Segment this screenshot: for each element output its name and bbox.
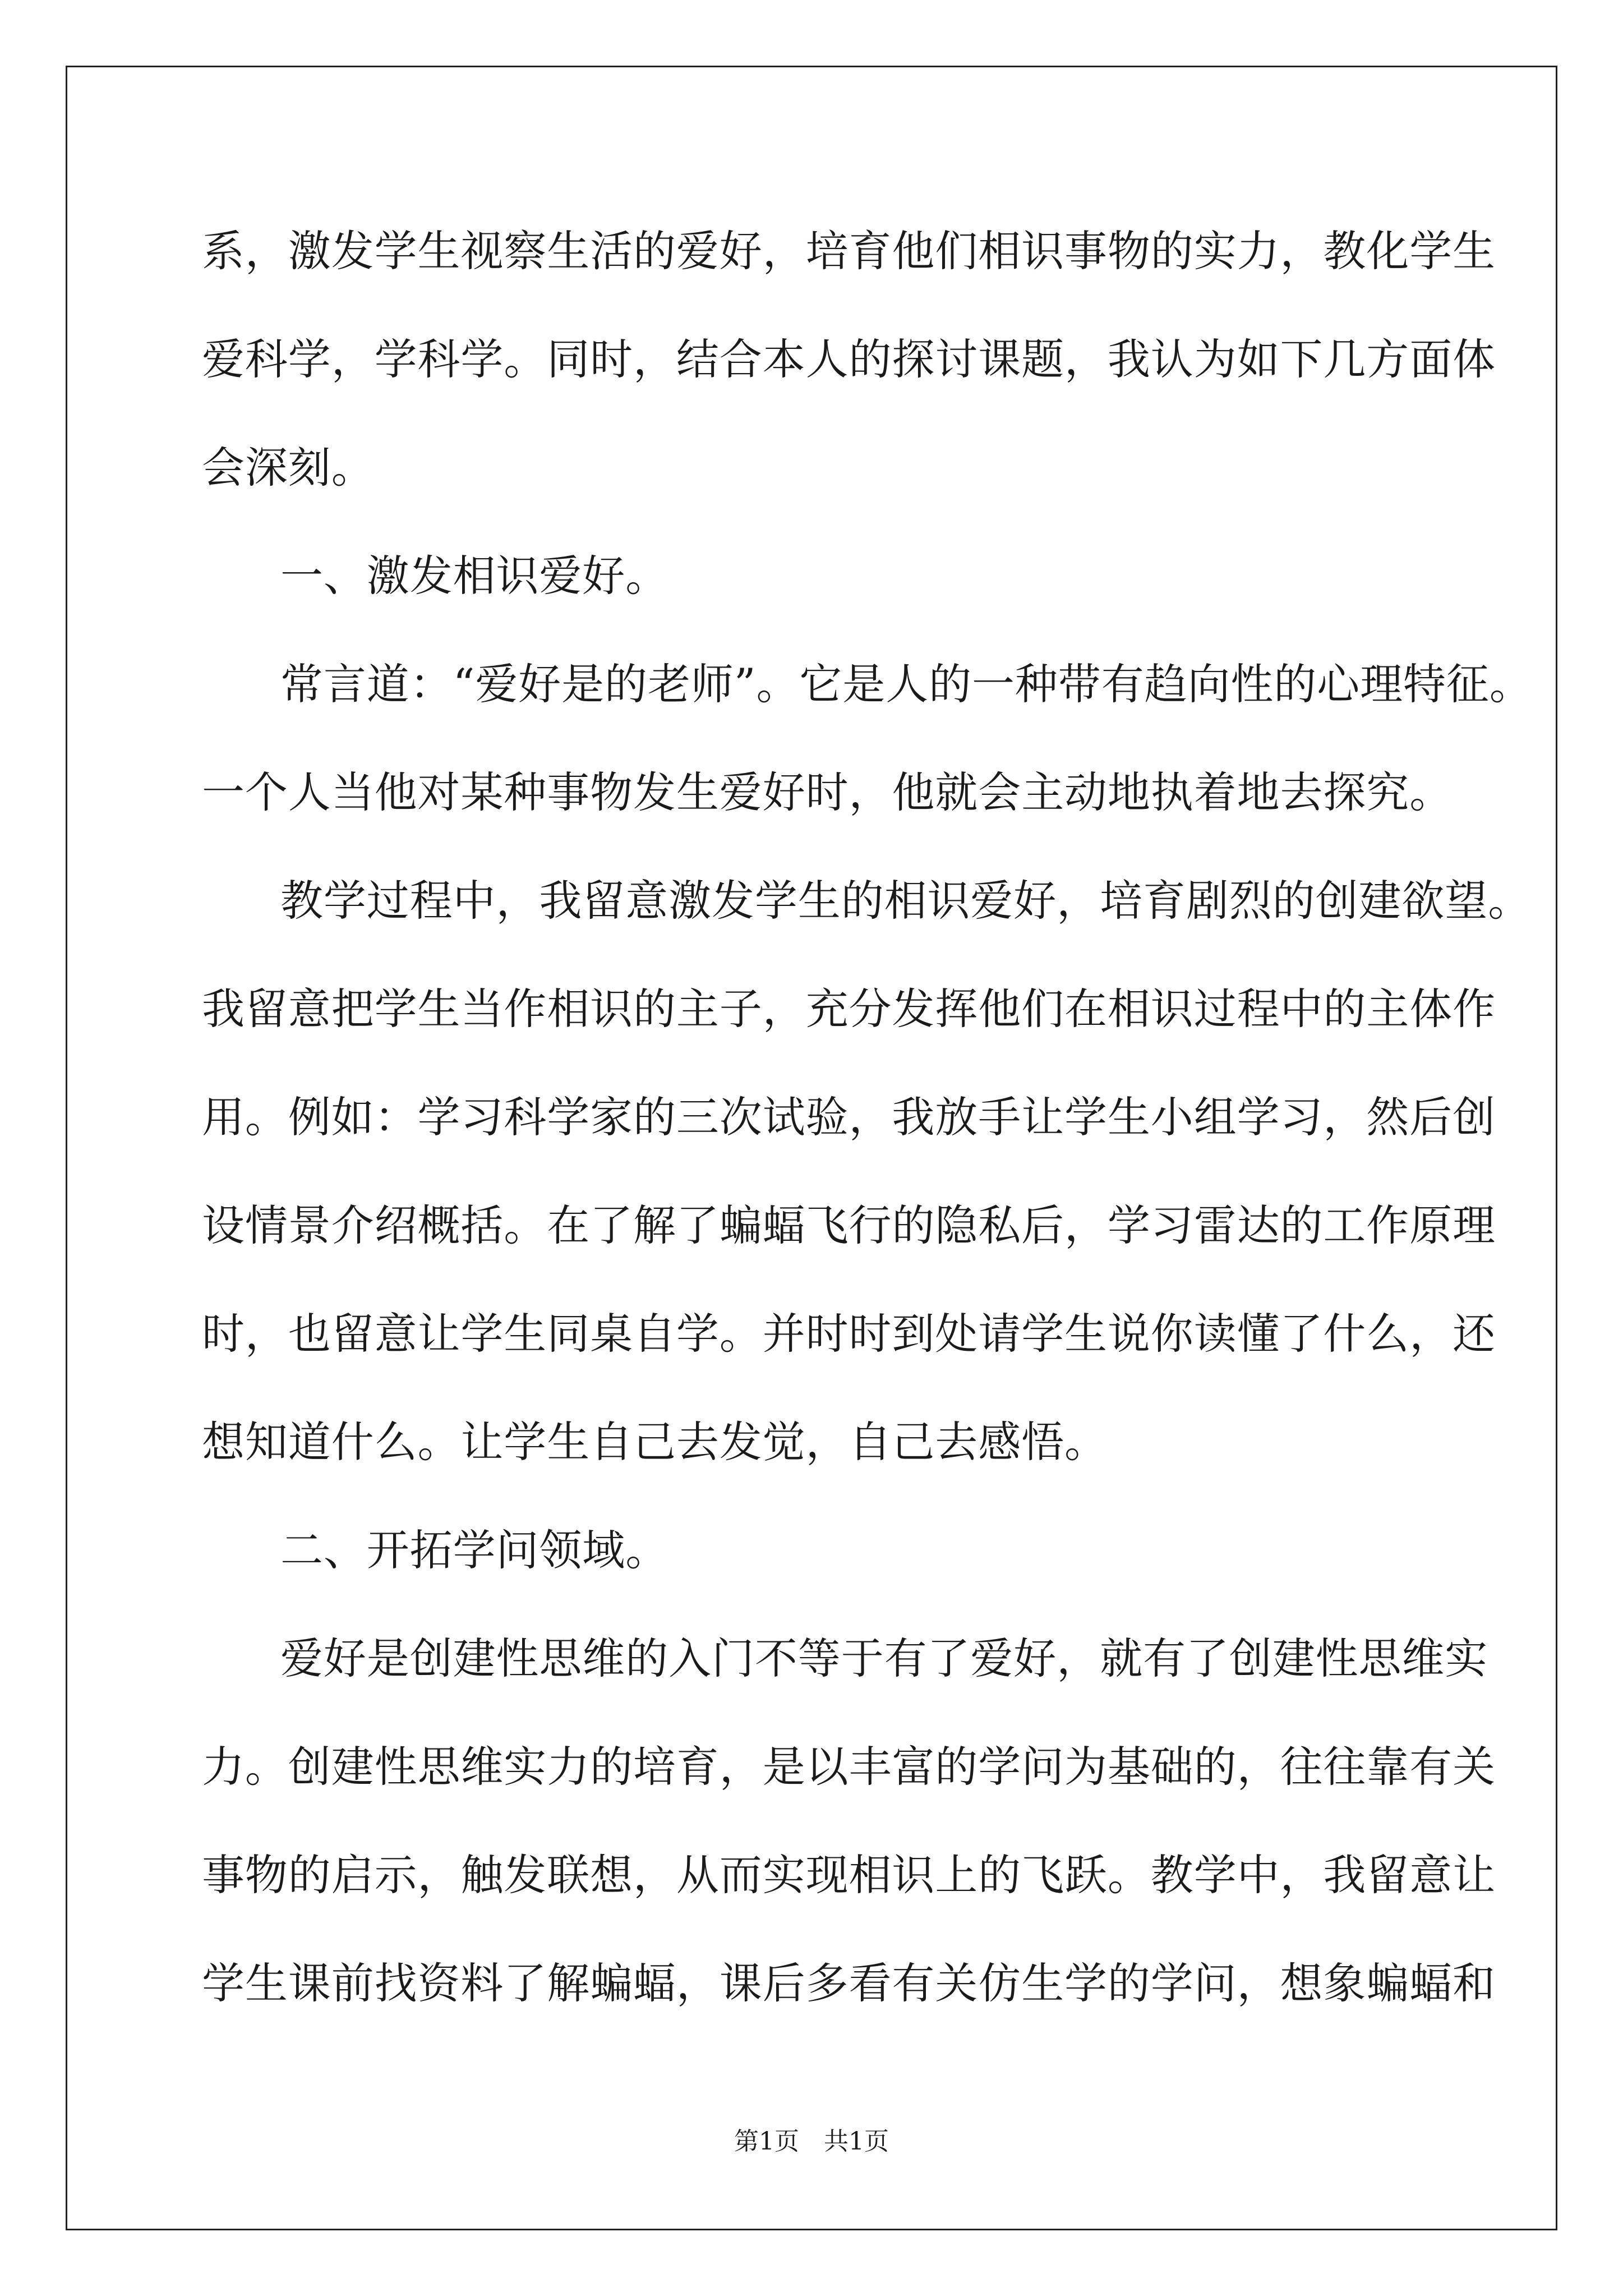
section-heading: 一、激发相识爱好。 xyxy=(280,551,669,601)
body-line: 系，激发学生视察生活的爱好，培育他们相识事物的实力，教化学生 xyxy=(202,226,1496,276)
body-line: 我留意把学生当作相识的主子，充分发挥他们在相识过程中的主体作 xyxy=(202,984,1496,1034)
paragraph-start-line: 常言道：“爱好是的老师”。它是人的一种带有趋向性的心理特征。 xyxy=(280,659,1533,709)
body-line: 会深刻。 xyxy=(202,443,375,493)
body-line: 一个人当他对某种事物发生爱好时，他就会主动地执着地去探究。 xyxy=(202,767,1453,817)
body-line: 事物的启示，触发联想，从而实现相识上的飞跃。教学中，我留意让 xyxy=(202,1850,1496,1900)
body-line: 爱科学，学科学。同时，结合本人的探讨课题，我认为如下几方面体 xyxy=(202,334,1496,384)
paragraph-start-line: 教学过程中，我留意激发学生的相识爱好，培育剧烈的创建欲望。 xyxy=(280,876,1532,926)
page-number-footer: 第1页 共1页 xyxy=(734,2127,889,2156)
paragraph-start-line: 爱好是创建性思维的入门不等于有了爱好，就有了创建性思维实 xyxy=(280,1634,1488,1683)
body-line: 时，也留意让学生同桌自学。并时时到处请学生说你读懂了什么，还 xyxy=(202,1309,1496,1359)
section-heading: 二、开拓学问领域。 xyxy=(280,1525,669,1575)
page-frame xyxy=(66,66,1557,2230)
body-line: 用。例如：学习科学家的三次试验，我放手让学生小组学习，然后创 xyxy=(202,1092,1496,1142)
body-line: 力。创建性思维实力的培育，是以丰富的学问为基础的，往往靠有关 xyxy=(202,1742,1496,1792)
body-line: 设情景介绍概括。在了解了蝙蝠飞行的隐私后，学习雷达的工作原理 xyxy=(202,1200,1496,1250)
body-line: 想知道什么。让学生自己去发觉，自己去感悟。 xyxy=(202,1417,1108,1467)
body-line: 学生课前找资料了解蝙蝠，课后多看有关仿生学的学问，想象蝙蝠和 xyxy=(202,1958,1496,2008)
